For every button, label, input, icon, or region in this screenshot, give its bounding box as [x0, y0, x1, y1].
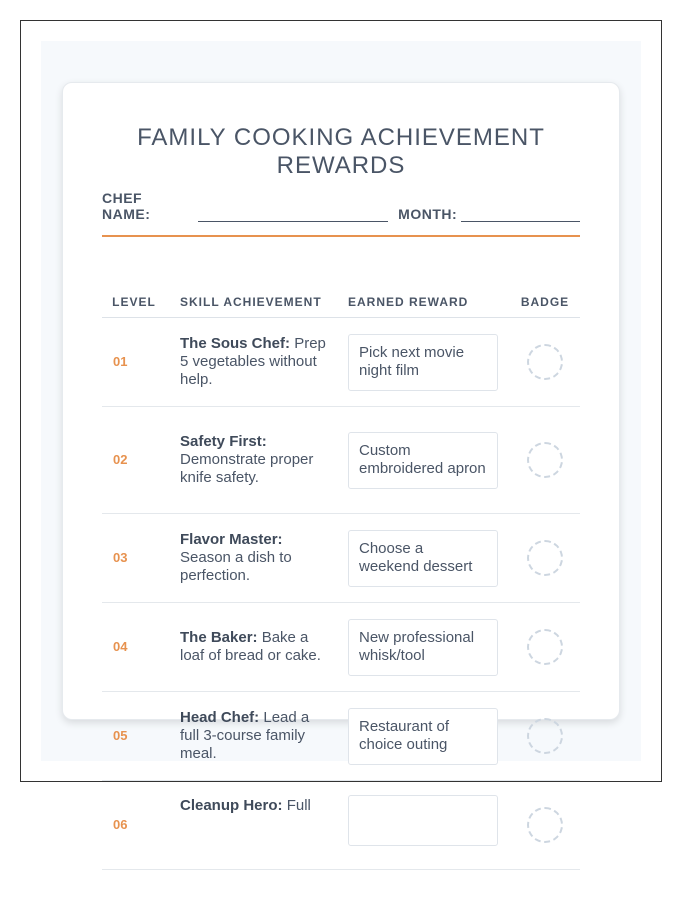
- badge-circle-icon[interactable]: [527, 629, 563, 665]
- skill-title: Flavor Master:: [180, 531, 283, 548]
- skill-description: Prep 5 vegetables without help.: [180, 335, 326, 388]
- skill-title: The Sous Chef:: [180, 335, 291, 352]
- badge-cell: [510, 781, 580, 870]
- reward-box: Pick next movie night film: [348, 334, 498, 391]
- table-header-row: [102, 287, 580, 318]
- chart-meta: [102, 190, 580, 222]
- skill-achievement: [180, 318, 348, 407]
- month-field[interactable]: [461, 207, 580, 222]
- reward-cell: [348, 603, 510, 692]
- achievement-table: [102, 287, 580, 870]
- reward-cell: [348, 692, 510, 781]
- reward-box: Custom embroidered apron: [348, 432, 498, 489]
- header-divider: [102, 235, 580, 237]
- reward-chart: [102, 102, 580, 832]
- reward-box: New professional whisk/tool: [348, 619, 498, 676]
- skill-title: Head Chef:: [180, 709, 260, 726]
- table-row: [102, 692, 580, 781]
- column-header-skill: SKILL ACHIEVEMENT: [180, 287, 348, 318]
- skill-title: Cleanup Hero:: [180, 797, 283, 814]
- skill-title: Safety First:: [180, 433, 267, 450]
- reward-cell: [348, 318, 510, 407]
- skill-description: Bake a loaf of bread or cake.: [180, 629, 321, 664]
- table-row: [102, 407, 580, 514]
- skill-description: Season a dish to perfection.: [180, 549, 292, 584]
- level-number: 05: [102, 692, 180, 781]
- level-number: 06: [102, 781, 180, 870]
- badge-cell: [510, 318, 580, 407]
- month-label: MONTH:: [398, 206, 458, 222]
- column-header-badge: BADGE: [510, 287, 580, 318]
- skill-achievement: [180, 781, 348, 870]
- reward-box: [348, 795, 498, 846]
- table-row: [102, 514, 580, 603]
- skill-achievement: [180, 407, 348, 514]
- level-number: 02: [102, 407, 180, 514]
- column-header-level: LEVEL: [102, 287, 180, 318]
- badge-circle-icon[interactable]: [527, 442, 563, 478]
- badge-cell: [510, 692, 580, 781]
- reward-cell: [348, 781, 510, 870]
- badge-circle-icon[interactable]: [527, 718, 563, 754]
- badge-circle-icon[interactable]: [527, 540, 563, 576]
- chef-name-label: CHEF NAME:: [102, 190, 151, 222]
- skill-description: Lead a full 3-course family meal.: [180, 709, 310, 762]
- level-number: 03: [102, 514, 180, 603]
- badge-circle-icon[interactable]: [527, 344, 563, 380]
- skill-description: Demonstrate proper knife safety.: [180, 451, 314, 486]
- table-row: [102, 603, 580, 692]
- reward-box: Restaurant of choice outing: [348, 708, 498, 765]
- badge-cell: [510, 407, 580, 514]
- level-number: 04: [102, 603, 180, 692]
- reward-box: Choose a weekend dessert: [348, 530, 498, 587]
- badge-cell: [510, 603, 580, 692]
- skill-description: Full: [286, 797, 311, 814]
- reward-cell: [348, 407, 510, 514]
- table-row: [102, 318, 580, 407]
- skill-achievement: [180, 603, 348, 692]
- badge-circle-icon[interactable]: [527, 807, 563, 843]
- chef-name-field[interactable]: [198, 207, 388, 222]
- reward-cell: [348, 514, 510, 603]
- skill-achievement: [180, 514, 348, 603]
- badge-cell: [510, 514, 580, 603]
- skill-title: The Baker:: [180, 629, 258, 646]
- table-row: [102, 781, 580, 870]
- column-header-reward: EARNED REWARD: [348, 287, 510, 318]
- page-title: FAMILY COOKING ACHIEVEMENT REWARDS: [137, 124, 545, 179]
- skill-achievement: [180, 692, 348, 781]
- level-number: 01: [102, 318, 180, 407]
